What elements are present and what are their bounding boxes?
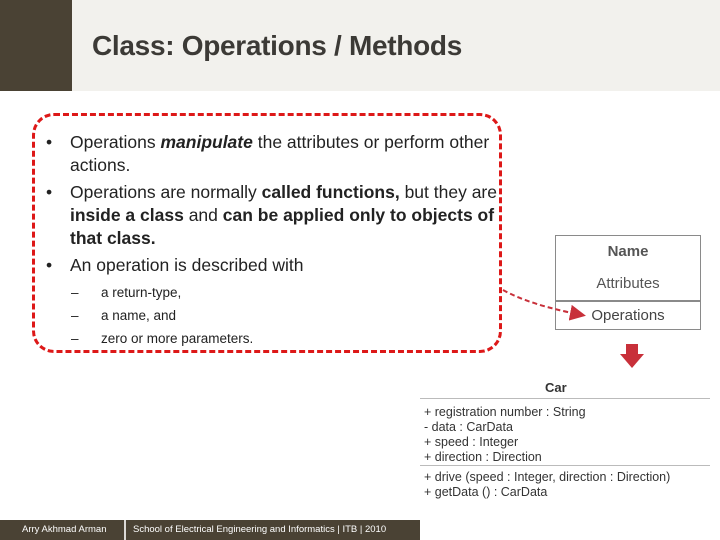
bullet-text: Operations are normally [70,182,262,202]
sub-bullet-dash: – [71,308,79,323]
bullet-emphasis: manipulate [160,132,253,152]
car-class-name: Car [545,380,567,395]
down-arrow-icon [620,344,644,368]
uml-name-label: Name [607,243,649,260]
car-attribute: + direction : Direction [424,450,542,464]
car-divider-top [420,398,710,399]
car-method: + drive (speed : Integer, direction : Direction) [424,470,671,484]
car-method: + getData () : CarData [424,485,548,499]
footer-author: Arry Akhmad Arman [22,524,107,535]
bullet-dot: • [46,132,53,152]
car-attribute: + registration number : String [424,405,586,419]
bullet-emphasis: inside a class [70,205,184,225]
sub-bullet-text: a name, and [101,308,177,323]
car-divider-mid [420,465,710,466]
car-attribute: + speed : Integer [424,435,519,449]
sub-bullet-dash: – [71,285,79,300]
footer-bar [0,520,420,540]
car-methods-list [424,470,670,500]
footer-divider [124,520,126,540]
bullet-text: Operations [70,132,161,152]
bullet-emphasis: called functions, [261,182,400,202]
bullet-text: the attributes or perform other actions. [70,132,490,175]
sub-bullet-text: a return-type, [101,285,182,300]
bullet-dot: • [46,255,53,275]
bullet-emphasis: can be applied only to objects of that class. [70,205,495,248]
sub-bullet-dash: – [71,331,79,346]
bullet-text: and [183,205,223,225]
bullet-text: but they are [399,182,497,202]
bullet-text: An operation is described with [70,255,304,275]
uml-operations-label: Operations [591,307,665,324]
car-attributes-list [424,405,586,465]
car-attribute: - data : CarData [424,420,513,434]
uml-attributes-label: Attributes [596,275,660,292]
dashed-pointer-arrow [503,290,582,315]
bullet-dot: • [46,182,53,202]
sub-bullet-text: zero or more parameters. [101,331,254,346]
footer-school: School of Electrical Engineering and Informatics | ITB | 2010 [133,524,387,535]
slide-title: Class: Operations / Methods [92,30,462,61]
